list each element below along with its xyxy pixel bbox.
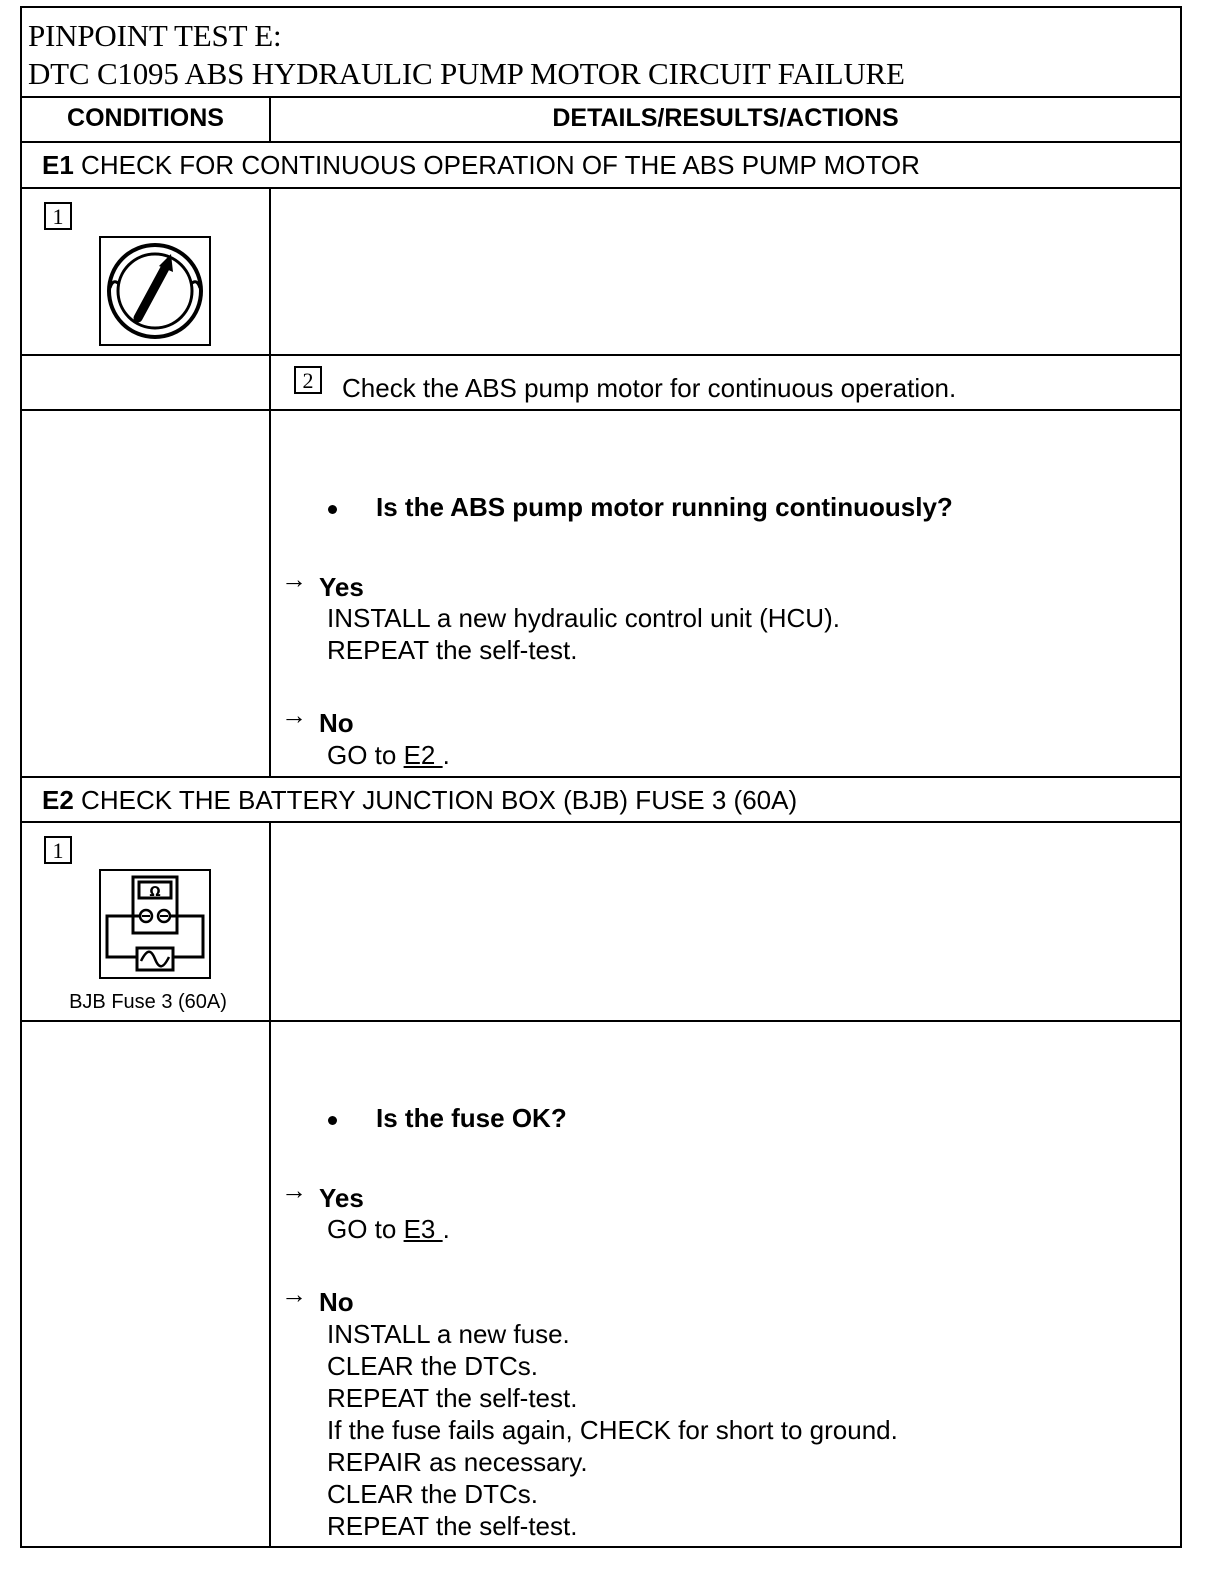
e2-no-action: REPEAT the self-test. [327,1383,578,1413]
e1-step1-number: 1 [44,202,72,230]
e2-no-action: REPEAT the self-test. [327,1511,578,1541]
rule [22,96,1180,98]
e2-no-action: CLEAR the DTCs. [327,1479,538,1509]
ignition-key-icon [99,236,211,346]
step-e2-title: CHECK THE BATTERY JUNCTION BOX (BJB) FUSE 3 (60A) [81,785,798,815]
rule [22,409,1180,411]
e2-yes-prefix: GO to [327,1214,397,1244]
e1-yes-label: Yes [319,572,364,602]
ohm-symbol: Ω [149,885,161,900]
e1-step2-number: 2 [294,366,322,394]
rule [22,821,1180,823]
rule [22,354,1180,356]
step-e2-heading [42,787,797,813]
bullet [328,505,337,514]
goto-e3-link[interactable]: E3 [403,1214,443,1244]
column-divider [269,821,271,1548]
e2-question: Is the fuse OK? [376,1103,567,1133]
step-e1-heading [42,152,920,178]
e1-no-label: No [319,708,354,738]
no-arrow-icon: → [281,1279,307,1309]
details-header: DETAILS/RESULTS/ACTIONS [552,104,899,132]
bullet [328,1116,337,1125]
e2-no-action: If the fuse fails again, CHECK for short to ground. [327,1415,898,1445]
column-divider [269,187,271,778]
rule [22,187,1180,189]
e2-step1-caption: BJB Fuse 3 (60A) [69,991,227,1013]
e2-yes-action [327,1216,450,1242]
step-e2-id: E2 [42,785,74,815]
rule [22,141,1180,143]
e2-yes-label: Yes [319,1183,364,1213]
e2-no-label: No [319,1287,354,1317]
yes-arrow-icon: → [281,564,307,594]
yes-arrow-icon: → [281,1175,307,1205]
e1-question: Is the ABS pump motor running continuously? [376,492,953,522]
step-e1-id: E1 [42,150,74,180]
test-title: PINPOINT TEST E: [28,18,282,53]
step-e1-title: CHECK FOR CONTINUOUS OPERATION OF THE ABS PUMP MOTOR [81,150,920,180]
e1-yes-action: REPEAT the self-test. [327,635,578,665]
e1-no-suffix: . [442,740,450,770]
goto-e2-link[interactable]: E2 [403,740,443,770]
e1-step2-instruction: Check the ABS pump motor for continuous operation. [342,373,957,403]
e2-yes-suffix: . [442,1214,450,1244]
ohmmeter-fuse-icon [99,869,211,979]
no-arrow-icon: → [281,700,307,730]
e1-no-action [327,742,450,768]
e2-no-action: REPAIR as necessary. [327,1447,588,1477]
e1-no-prefix: GO to [327,740,397,770]
e2-step1-number: 1 [44,836,72,864]
rule [22,776,1180,778]
test-subtitle: DTC C1095 ABS HYDRAULIC PUMP MOTOR CIRCUIT FAILURE [28,56,905,91]
e2-no-action: INSTALL a new fuse. [327,1319,570,1349]
e1-yes-action: INSTALL a new hydraulic control unit (HCU). [327,603,840,633]
pinpoint-test-table [20,6,1182,1548]
rule [22,1020,1180,1022]
conditions-header: CONDITIONS [67,104,224,132]
e2-no-action: CLEAR the DTCs. [327,1351,538,1381]
